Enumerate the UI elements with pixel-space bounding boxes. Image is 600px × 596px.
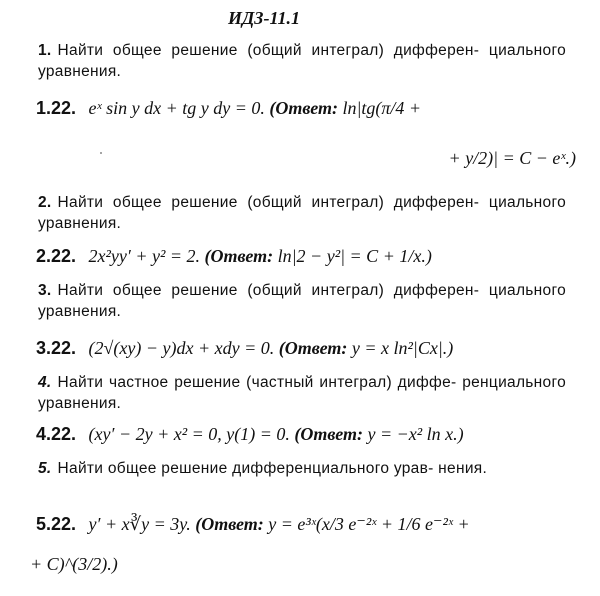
task-2-text: Найти общее решение (общий интеграл) дифферен- циального уравнения.	[38, 194, 566, 232]
task-1-number: 1.	[38, 42, 52, 59]
task-4-eq-number: 4.22.	[36, 424, 77, 444]
task-5-answer: y = e³ˣ(x/3 e⁻²ˣ + 1/6 e⁻²ˣ +	[268, 514, 470, 534]
task-1-answer: ln|tg(π/4 +	[342, 98, 422, 118]
document-title: ИДЗ-11.1	[228, 8, 300, 28]
task-4-equation-line	[36, 422, 576, 446]
task-2-equation: 2x²yy′ + y² = 2.	[88, 246, 201, 266]
task-5-answer-cont: + C)^(3/2).)	[30, 554, 118, 574]
task-4-answer: y = −x² ln x.)	[367, 424, 464, 444]
task-2-equation-line	[36, 244, 576, 268]
task-5-equation: y′ + x∛y = 3y.	[88, 514, 191, 534]
task-4-statement	[38, 372, 566, 414]
task-1-equation: eˣ sin y dx + tg y dy = 0.	[88, 98, 265, 118]
task-1-answer-cont: + y/2)| = C − eˣ.)	[448, 148, 576, 168]
task-5-text: Найти общее решение дифференциального урав- нения.	[57, 460, 488, 477]
task-3-eq-number: 3.22.	[36, 338, 77, 358]
task-1-statement	[38, 40, 566, 82]
task-3-equation: (2√(xy) − y)dx + xdy = 0.	[88, 338, 275, 358]
task-3-answer: y = x ln²|Cx|.)	[351, 338, 454, 358]
task-2-answer: ln|2 − y²| = C + 1/x.)	[277, 246, 432, 266]
task-3-equation-line	[36, 336, 576, 360]
task-4-text: Найти частное решение (частный интеграл) диффе- ренциального уравнения.	[38, 374, 566, 412]
task-5-answer-continuation-line	[30, 552, 570, 576]
task-4-number: 4.	[38, 374, 52, 391]
task-3-text: Найти общее решение (общий интеграл) дифферен- циального уравнения.	[38, 282, 566, 320]
task-4-equation: (xy′ − 2y + x² = 0, y(1) = 0.	[88, 424, 290, 444]
task-5-eq-number: 5.22.	[36, 514, 77, 534]
task-2-eq-number: 2.22.	[36, 246, 77, 266]
task-5-statement	[38, 458, 566, 479]
task-2-answer-label: (Ответ:	[204, 246, 274, 266]
task-3-number: 3.	[38, 282, 52, 299]
task-4-answer-label: (Ответ:	[294, 424, 363, 444]
task-1-answer-continuation-line	[36, 146, 576, 170]
task-3-statement	[38, 280, 566, 322]
task-1-text: Найти общее решение (общий интеграл) дифферен- циального уравнения.	[38, 42, 566, 80]
task-1-eq-number: 1.22.	[36, 98, 77, 118]
task-5-number: 5.	[38, 460, 52, 477]
task-5-equation-line	[36, 512, 576, 536]
task-2-statement	[38, 192, 566, 234]
task-5-answer-label: (Ответ:	[195, 514, 264, 534]
task-3-answer-label: (Ответ:	[278, 338, 348, 358]
task-1-answer-label: (Ответ:	[269, 98, 338, 118]
task-1-equation-line	[36, 96, 576, 120]
task-2-number: 2.	[38, 194, 52, 211]
